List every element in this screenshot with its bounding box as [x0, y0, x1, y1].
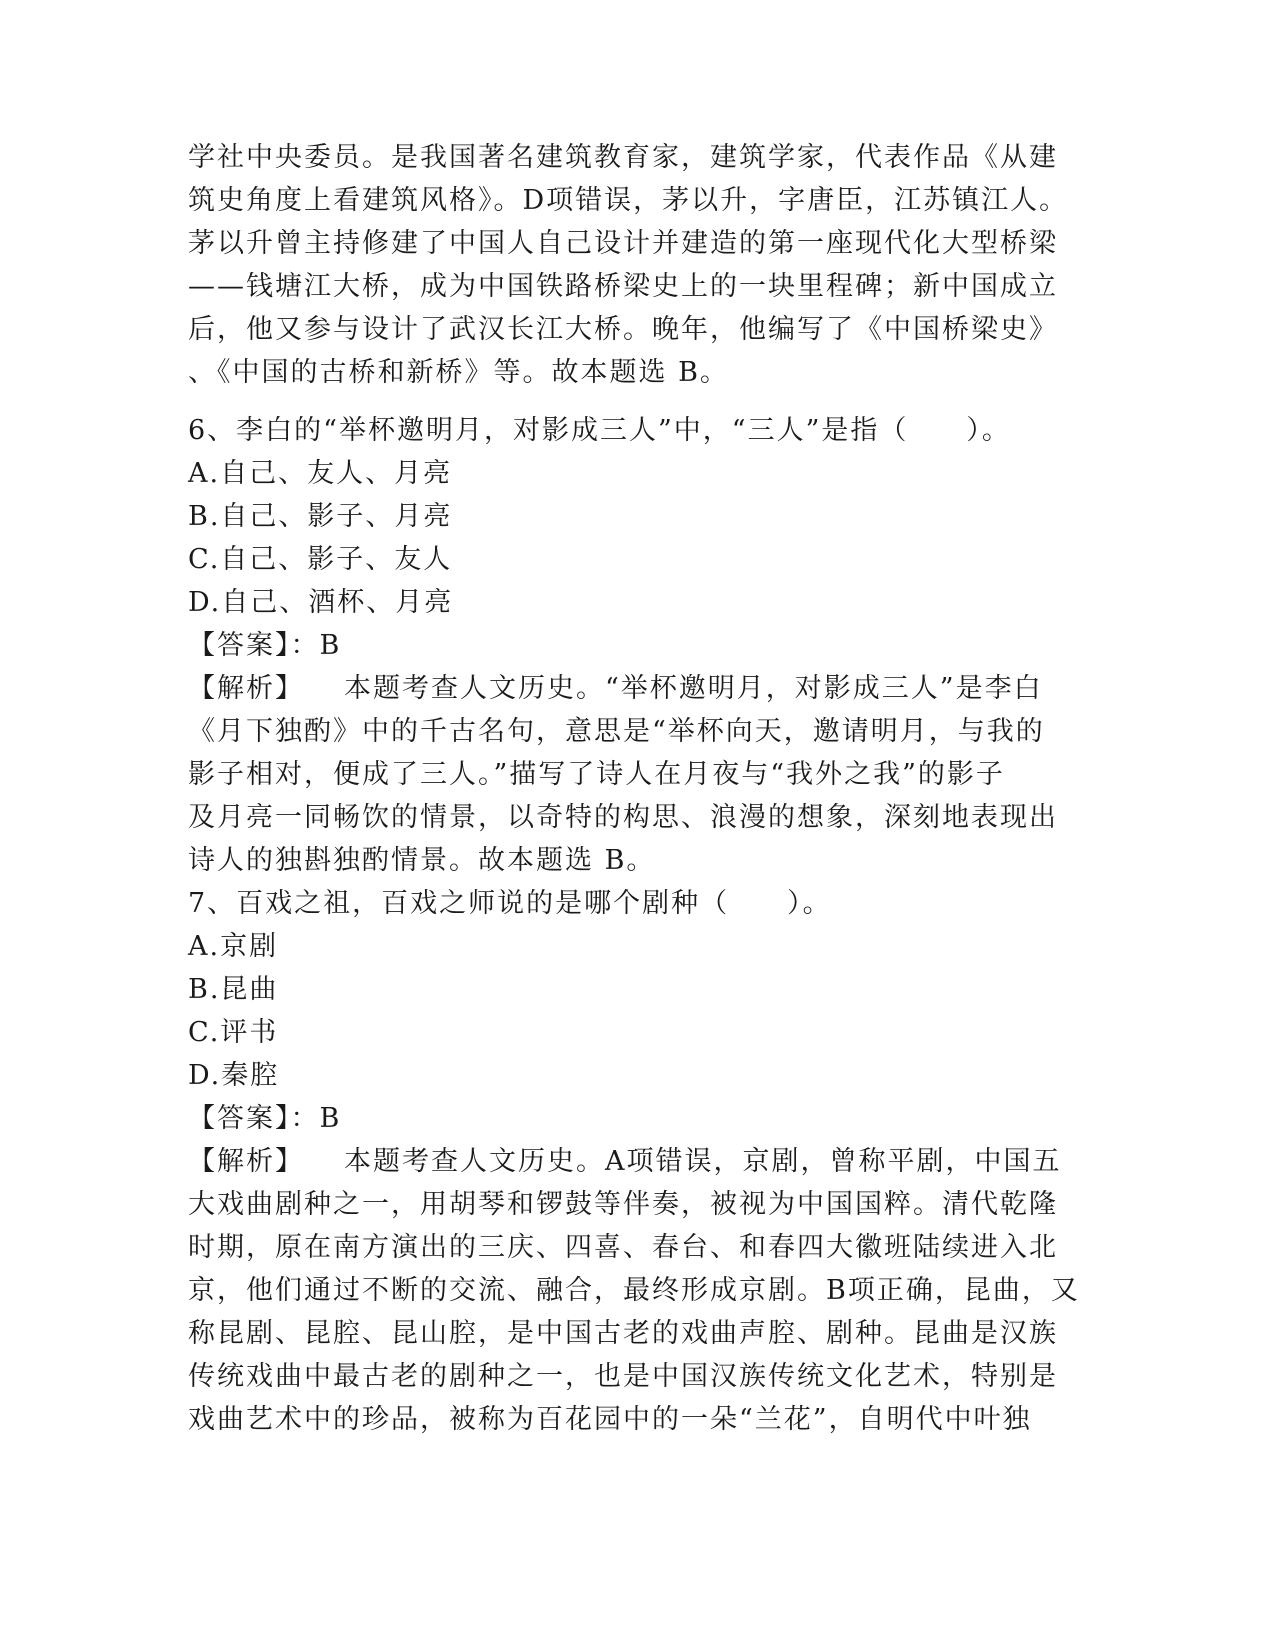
text-line: 学社中央委员。是我国著名建筑教育家，建筑学家，代表作品《从建 — [188, 142, 1058, 173]
option-a: A.自己、友人、月亮 — [188, 458, 453, 489]
analysis-line: 京，他们通过不断的交流、融合，最终形成京剧。B项正确，昆曲，又 — [188, 1275, 1080, 1306]
option-b: B.昆曲 — [188, 974, 279, 1005]
analysis-label: 【解析】 — [188, 1146, 304, 1177]
question-7 — [188, 882, 1088, 1441]
analysis-line: 诗人的独斟独酌情景。故本题选 B。 — [188, 845, 656, 876]
option-b: B.自己、影子、月亮 — [188, 501, 453, 532]
text-line: 、《中国的古桥和新桥》等。故本题选 B。 — [188, 357, 729, 388]
continuation-paragraph — [188, 136, 1088, 394]
analysis-line: 及月亮一同畅饮的情景，以奇特的构思、浪漫的想象，深刻地表现出 — [188, 802, 1058, 833]
question-stem: 6、李白的“举杯邀明月，对影成三人”中，“三人”是指（ ）。 — [188, 415, 1011, 446]
option-c: C.自己、影子、友人 — [188, 544, 453, 575]
option-d: D.秦腔 — [188, 1060, 280, 1091]
analysis-text: 本题考查人文历史。“举杯邀明月，对影成三人”是李白 — [344, 673, 1043, 704]
analysis-first-line — [188, 1140, 1088, 1183]
analysis-text: 本题考查人文历史。A项错误，京剧，曾称平剧，中国五 — [344, 1146, 1062, 1177]
option-a: A.京剧 — [188, 931, 279, 962]
question-stem: 7、百戏之祖，百戏之师说的是哪个剧种（ ）。 — [188, 888, 832, 919]
analysis-line: 传统戏曲中最古老的剧种之一，也是中国汉族传统文化艺术，特别是 — [188, 1361, 1058, 1392]
analysis-line: 影子相对，便成了三人。”描写了诗人在月夜与“我外之我”的影子 — [188, 759, 1005, 790]
analysis-first-line — [188, 667, 1088, 710]
analysis-line: 大戏曲剧种之一，用胡琴和锣鼓等伴奏，被视为中国国粹。清代乾隆 — [188, 1189, 1058, 1220]
analysis-line: 戏曲艺术中的珍品，被称为百花园中的一朵“兰花”，自明代中叶独 — [188, 1404, 1032, 1435]
option-d: D.自己、酒杯、月亮 — [188, 587, 454, 618]
text-line: 后，他又参与设计了武汉长江大桥。晚年，他编写了《中国桥梁史》 — [188, 314, 1058, 345]
analysis-line: 《月下独酌》中的千古名句，意思是“举杯向天，邀请明月，与我的 — [188, 716, 1045, 747]
analysis-line: 称昆剧、昆腔、昆山腔，是中国古老的戏曲声腔、剧种。昆曲是汉族 — [188, 1318, 1058, 1349]
analysis-label: 【解析】 — [188, 673, 304, 704]
analysis-line: 时期，原在南方演出的三庆、四喜、春台、和春四大徽班陆续进入北 — [188, 1232, 1058, 1263]
text-line: 筑史角度上看建筑风格》。D项错误，茅以升，字唐臣，江苏镇江人。 — [188, 185, 1069, 216]
answer-line: 【答案】：B — [188, 1103, 342, 1134]
text-line: ——钱塘江大桥，成为中国铁路桥梁史上的一块里程碑；新中国成立 — [188, 271, 1058, 302]
answer-line: 【答案】：B — [188, 630, 342, 661]
text-line: 茅以升曾主持修建了中国人自己设计并建造的第一座现代化大型桥梁 — [188, 228, 1058, 259]
option-c: C.评书 — [188, 1017, 279, 1048]
question-6 — [188, 409, 1088, 882]
